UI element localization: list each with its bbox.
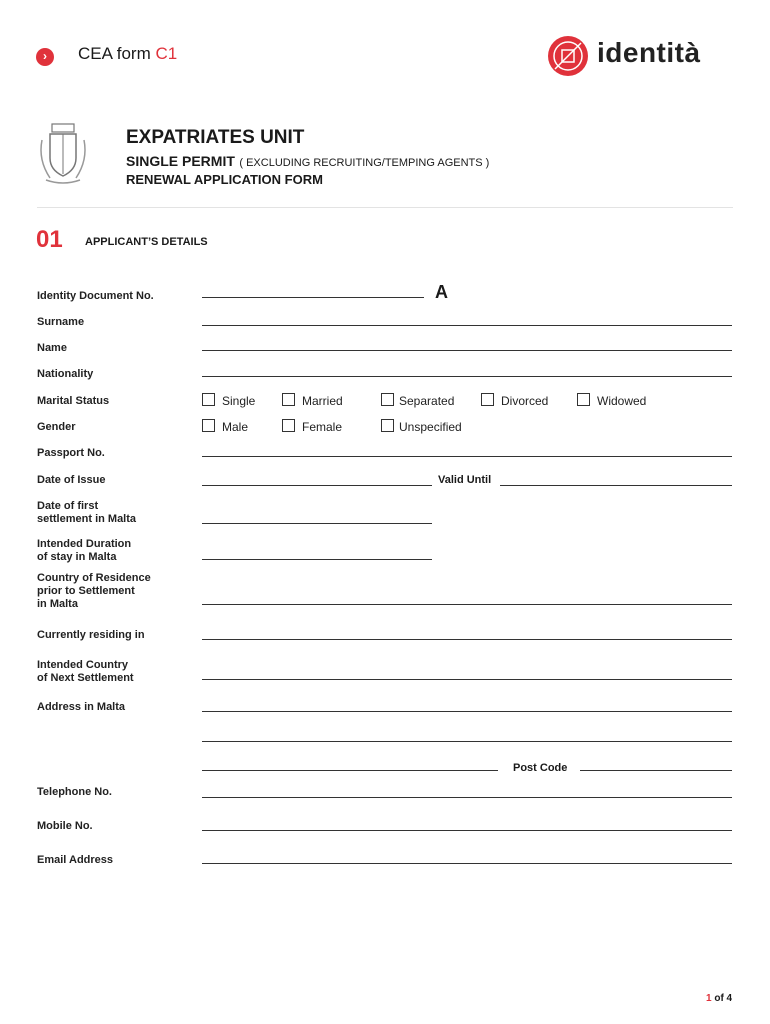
address-field-line2[interactable] — [202, 741, 732, 742]
marital-divorced-checkbox[interactable] — [481, 393, 494, 406]
address-field-line1[interactable] — [202, 711, 732, 712]
telephone-label: Telephone No. — [37, 786, 112, 798]
marital-separated-checkbox[interactable] — [381, 393, 394, 406]
passport-label: Passport No. — [37, 447, 105, 459]
identity-doc-label: Identity Document No. — [37, 290, 154, 302]
duration-field[interactable] — [202, 559, 432, 560]
duration-line1: Intended Duration — [37, 538, 132, 550]
nationality-field[interactable] — [202, 376, 732, 377]
identity-doc-field[interactable] — [202, 297, 424, 298]
page-rest: of 4 — [711, 993, 733, 1004]
duration-line2: of stay in Malta — [37, 551, 117, 563]
valid-until-label: Valid Until — [438, 474, 492, 486]
first-settlement-line1: Date of first — [37, 500, 99, 512]
marital-widowed-label: Widowed — [597, 394, 647, 408]
chevron-right-icon: › — [36, 48, 54, 66]
brand-name: identità — [597, 37, 701, 68]
first-settlement-line2: settlement in Malta — [37, 513, 137, 525]
marital-single-label: Single — [222, 394, 256, 408]
residence-field[interactable] — [202, 604, 732, 605]
marital-single-checkbox[interactable] — [202, 393, 215, 406]
next-country-line2: of Next Settlement — [37, 672, 134, 684]
nationality-label: Nationality — [37, 368, 94, 380]
post-code-field[interactable] — [580, 770, 732, 771]
date-of-issue-field[interactable] — [202, 485, 432, 486]
gender-female-label: Female — [302, 420, 343, 434]
first-settlement-field[interactable] — [202, 523, 432, 524]
page-current: 1 — [706, 993, 712, 1004]
gender-female-checkbox[interactable] — [282, 419, 295, 432]
coat-of-arms-icon — [36, 120, 90, 186]
form-prefix: CEA form — [78, 44, 151, 63]
gender-unspecified-checkbox[interactable] — [381, 419, 394, 432]
email-label: Email Address — [37, 854, 114, 866]
next-country-label — [37, 659, 134, 685]
header-divider — [37, 207, 733, 208]
permit-title — [126, 153, 489, 171]
permit-name: SINGLE PERMIT — [126, 153, 235, 169]
email-field[interactable] — [202, 863, 732, 864]
date-of-issue-label: Date of Issue — [37, 474, 106, 486]
telephone-field[interactable] — [202, 797, 732, 798]
post-code-label: Post Code — [513, 762, 568, 774]
address-field-line3[interactable] — [202, 770, 498, 771]
name-field[interactable] — [202, 350, 732, 351]
mobile-label: Mobile No. — [37, 820, 93, 832]
surname-label: Surname — [37, 316, 85, 328]
valid-until-field[interactable] — [500, 485, 732, 486]
residence-line1: Country of Residence — [37, 572, 151, 584]
next-country-field[interactable] — [202, 679, 732, 680]
marital-divorced-label: Divorced — [501, 394, 549, 408]
address-label: Address in Malta — [37, 701, 126, 713]
gender-unspecified-label: Unspecified — [399, 420, 462, 434]
unit-title: EXPATRIATES UNIT — [126, 127, 305, 148]
gender-label: Gender — [37, 421, 76, 433]
currently-residing-label: Currently residing in — [37, 629, 145, 641]
residence-line3: in Malta — [37, 598, 78, 610]
section-number: 01 — [36, 226, 63, 253]
identita-logo — [547, 35, 737, 77]
passport-field[interactable] — [202, 456, 732, 457]
duration-label — [37, 538, 131, 564]
marital-status-label: Marital Status — [37, 395, 110, 407]
gender-male-label: Male — [222, 420, 249, 434]
currently-residing-field[interactable] — [202, 639, 732, 640]
section-title: APPLICANT’S DETAILS — [85, 236, 208, 248]
name-label: Name — [37, 342, 67, 354]
residence-label — [37, 572, 151, 611]
first-settlement-label — [37, 500, 136, 526]
form-code: C1 — [155, 44, 178, 63]
identity-suffix: A — [435, 282, 448, 302]
surname-field[interactable] — [202, 325, 732, 326]
marital-separated-label: Separated — [399, 394, 455, 408]
residence-line2: prior to Settlement — [37, 585, 135, 597]
marital-widowed-checkbox[interactable] — [577, 393, 590, 406]
next-country-line1: Intended Country — [37, 659, 129, 671]
marital-married-label: Married — [302, 394, 343, 408]
form-code-label — [78, 44, 177, 64]
permit-note: ( EXCLUDING RECRUITING/TEMPING AGENTS ) — [239, 157, 490, 169]
marital-married-checkbox[interactable] — [282, 393, 295, 406]
form-name: RENEWAL APPLICATION FORM — [126, 172, 323, 187]
mobile-field[interactable] — [202, 830, 732, 831]
identita-seal-icon — [547, 35, 589, 77]
page-indicator — [706, 993, 732, 1004]
gender-male-checkbox[interactable] — [202, 419, 215, 432]
